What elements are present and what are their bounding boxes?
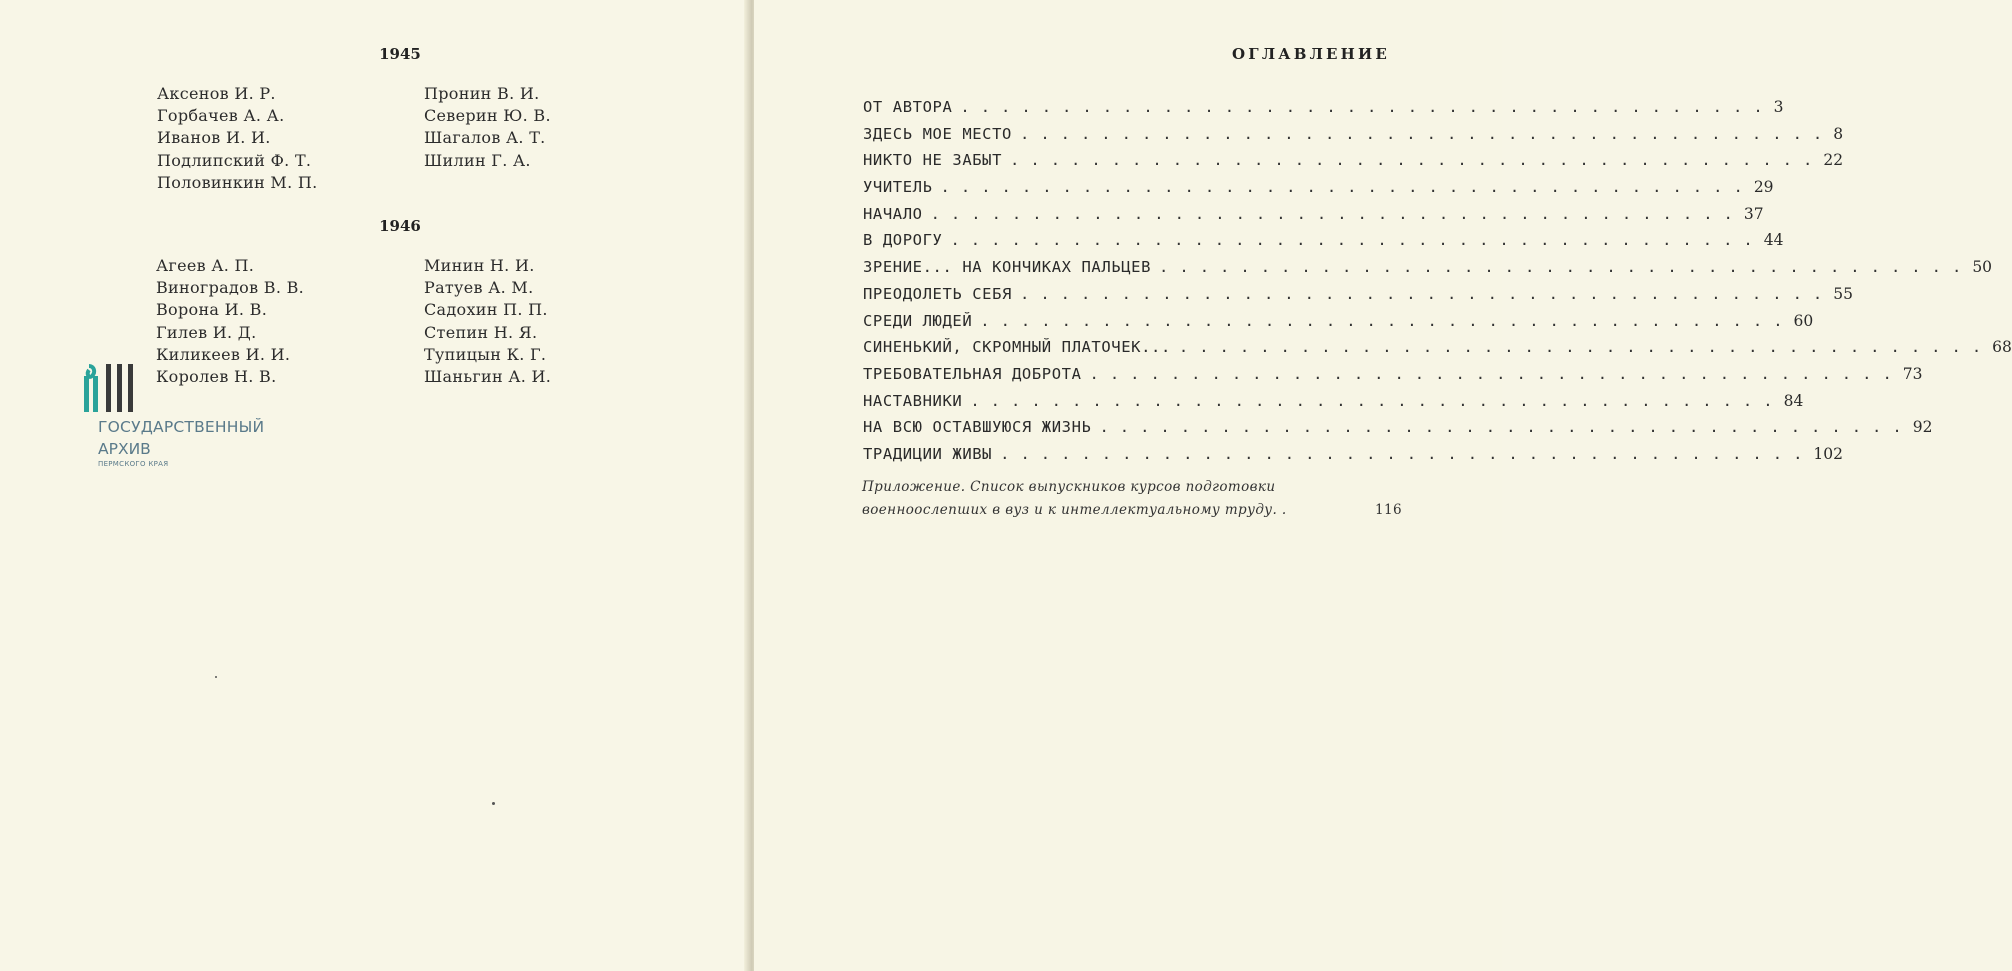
toc-leader-dots: ........................................: [1099, 418, 1913, 437]
name-entry: Половинкин М. П.: [157, 172, 318, 192]
name-entry: Иванов И. И.: [157, 128, 271, 148]
toc-entry-title: УЧИТЕЛЬ: [863, 178, 933, 197]
toc-entry: [863, 204, 1764, 232]
toc-entry-title: НАСТАВНИКИ: [863, 391, 963, 410]
toc-leader-dots: ........................................: [970, 391, 1784, 410]
toc-entry-page: 29: [1753, 178, 1774, 197]
name-entry: Ратуев А. М.: [424, 278, 534, 298]
names-1946-col2: [424, 255, 551, 388]
name-entry: Киликеев И. И.: [156, 344, 291, 364]
name-entry: Аксенов И. Р.: [157, 84, 276, 103]
toc-entry: [863, 418, 1933, 445]
name-entry: Степин Н. Я.: [424, 322, 538, 342]
table-of-contents: [863, 98, 2012, 472]
left-page: [0, 0, 748, 971]
names-1945-col1: [157, 83, 318, 194]
name-entry: Минин Н. И.: [424, 256, 535, 275]
toc-entry-page: 73: [1902, 364, 1923, 383]
year-1945-heading: 1945: [379, 45, 421, 63]
toc-leader-dots: ........................................: [960, 98, 1774, 116]
paper-speck: [492, 802, 495, 805]
toc-appendix-entry: [862, 476, 1402, 522]
appendix-page-number: 116: [1375, 502, 1402, 518]
name-entry: Пронин В. И.: [424, 84, 540, 103]
toc-entry-page: 92: [1912, 418, 1933, 437]
toc-entry: [863, 444, 1843, 472]
toc-leader-dots: ........................................: [1089, 364, 1903, 383]
toc-entry-page: 8: [1833, 124, 1844, 143]
toc-leader-dots: ........................................: [1000, 444, 1814, 463]
toc-entry-title: В ДОРОГУ: [863, 231, 943, 250]
toc-leader-dots: ........................................: [1019, 284, 1834, 303]
toc-entry-title: НИКТО НЕ ЗАБЫТ: [863, 151, 1003, 170]
toc-heading: ОГЛАВЛЕНИЕ: [1232, 45, 1391, 63]
toc-entry-page: 22: [1823, 151, 1844, 170]
toc-leader-dots: ........................................: [940, 178, 1754, 197]
toc-entry: [863, 258, 1993, 285]
toc-entry-title: НА ВСЮ ОСТАВШУЮСЯ ЖИЗНЬ: [863, 418, 1092, 437]
toc-leader-dots: ........................................: [980, 311, 1794, 330]
appendix-line-1: Приложение. Список выпускников курсов подготовки: [862, 479, 1276, 495]
name-entry: Тупицын К. Г.: [424, 344, 547, 364]
toc-entry-page: 37: [1743, 204, 1764, 223]
toc-entry: [863, 231, 1784, 258]
names-1945-col2: [424, 83, 551, 172]
toc-entry: [863, 284, 1853, 312]
toc-entry: [863, 311, 1814, 339]
toc-leader-dots: ........................................: [930, 204, 1744, 223]
toc-entry: [863, 124, 1844, 152]
name-entry: Горбачев А. А.: [157, 106, 285, 126]
appendix-line-2: военноослепших в вуз и к интеллектуальному труду. .: [862, 502, 1287, 518]
name-entry: Агеев А. П.: [156, 256, 255, 275]
toc-entry: [863, 364, 1923, 392]
toc-entry-page: 102: [1813, 444, 1843, 463]
name-entry: Королев Н. В.: [156, 367, 277, 387]
toc-entry-page: 3: [1773, 98, 1784, 116]
toc-entry-page: 44: [1763, 231, 1784, 250]
name-entry: Гилев И. Д.: [156, 322, 257, 342]
toc-entry-title: СРЕДИ ЛЮДЕЙ: [863, 311, 973, 330]
toc-leader-dots: ........................................: [1178, 338, 1993, 357]
watermark-region: ПЕРМСКОГО КРАЯ: [98, 460, 169, 468]
name-entry: Подлипский Ф. Т.: [157, 150, 312, 170]
toc-entry: [863, 338, 2012, 365]
toc-leader-dots: ........................................: [1010, 151, 1824, 170]
watermark-subtitle: АРХИВ: [98, 440, 151, 458]
toc-entry-title: ОТ АВТОРА: [863, 98, 953, 116]
archive-emblem-icon: [80, 362, 136, 414]
toc-entry: [863, 178, 1774, 205]
toc-entry-title: НАЧАЛО: [863, 204, 923, 223]
name-entry: Северин Ю. В.: [424, 106, 551, 126]
toc-leader-dots: ........................................: [1019, 124, 1834, 143]
name-entry: Шилин Г. А.: [424, 150, 531, 170]
toc-entry-page: 60: [1793, 311, 1814, 330]
archive-watermark-logo: [80, 362, 300, 472]
watermark-title: ГОСУДАРСТВЕННЫЙ: [98, 418, 265, 436]
toc-entry: [863, 98, 1784, 125]
name-entry: Шаньгин А. И.: [424, 367, 552, 387]
toc-entry-title: ТРАДИЦИИ ЖИВЫ: [863, 444, 993, 463]
toc-entry-page: 84: [1783, 391, 1804, 410]
toc-entry-title: СИНЕНЬКИЙ, СКРОМНЫЙ ПЛАТОЧЕК...: [863, 338, 1171, 357]
paper-speck: [215, 676, 217, 678]
toc-entry: [863, 391, 1804, 419]
toc-entry-title: ПРЕОДОЛЕТЬ СЕБЯ: [863, 284, 1012, 303]
year-1946-heading: 1946: [379, 217, 421, 235]
toc-leader-dots: ........................................: [1159, 258, 1973, 277]
toc-entry-page: 68: [1992, 338, 2012, 357]
toc-entry: [863, 151, 1844, 178]
toc-entry-title: ЗДЕСЬ МОЕ МЕСТО: [863, 124, 1012, 143]
name-entry: Ворона И. В.: [156, 300, 268, 320]
toc-entry-page: 50: [1972, 258, 1993, 277]
toc-entry-page: 55: [1833, 284, 1853, 303]
name-entry: Шагалов А. Т.: [424, 128, 546, 148]
name-entry: Садохин П. П.: [424, 300, 548, 320]
toc-entry-title: ЗРЕНИЕ... НА КОНЧИКАХ ПАЛЬЦЕВ: [863, 258, 1152, 277]
name-entry: Виноградов В. В.: [156, 278, 305, 298]
toc-entry-title: ТРЕБОВАТЕЛЬНАЯ ДОБРОТА: [863, 364, 1082, 383]
toc-leader-dots: ........................................: [950, 231, 1764, 250]
